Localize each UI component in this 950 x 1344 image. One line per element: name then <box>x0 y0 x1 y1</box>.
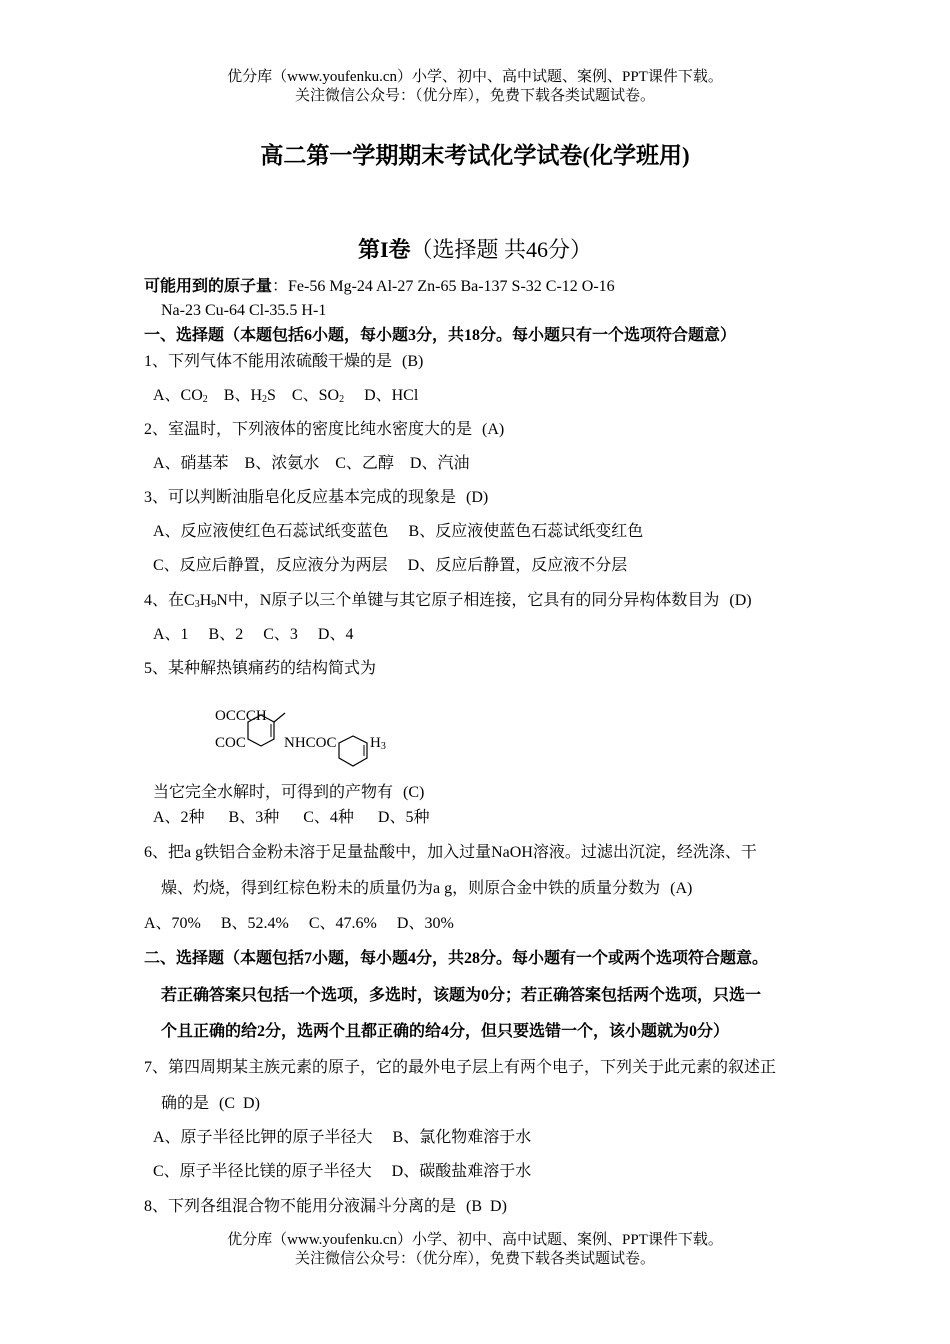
q6-stem: 燥、灼烧，得到红棕色粉未的质量仍为a g，则原合金中铁的质量分数为 <box>161 880 661 897</box>
q7-line-1: 7、第四周期某主族元素的原子，它的最外电子层上有两个电子，下列关于此元素的叙述正 <box>144 1059 777 1076</box>
q3-options-2: C、反应后静置，反应液分为两层 D、反应后静置，反应液不分层 <box>153 557 628 574</box>
struct-top-text: OCCCH <box>215 708 267 724</box>
atomic-weights-line-2: Na-23 Cu-64 Cl-35.5 H-1 <box>161 302 327 319</box>
page-title: 高二第一学期期末考试化学试卷(化学班用) <box>260 143 690 168</box>
atomic-weights-values-1: ：Fe-56 Mg-24 Al-27 Zn-65 Ba-137 S-32 C-12 O-16 <box>272 278 615 295</box>
atomic-weights-label: 可能用到的原子量 <box>144 278 273 295</box>
part2-line-2: 若正确答案只包括一个选项，多选时，该题为0分；若正确答案包括两个选项，只选一 <box>161 987 762 1004</box>
q6-options: A、70% B、52.4% C、47.6% D、30% <box>144 915 454 932</box>
q1-options: A、$CO_2$ B、$H_2S$ C、$SO_2$ D、HCl <box>153 387 419 405</box>
q6-answer: (A) <box>670 880 693 897</box>
q4-options: A、1 B、2 C、3 D、4 <box>153 626 354 643</box>
q8-stem-line <box>144 1197 507 1217</box>
part2-line-1: 二、选择题（本题包括7小题，每小题4分，共28分。每小题有一个或两个选项符合题意。 <box>144 950 769 967</box>
q1-stem: 1、下列气体不能用浓硫酸干燥的是 <box>144 353 393 370</box>
q7-line-2 <box>161 1094 260 1114</box>
q5-follow-line <box>153 783 424 803</box>
q4-stem-pre: 4、在C <box>144 592 195 609</box>
section-heading <box>0 233 950 264</box>
q7-options-1: A、原子半径比钾的原子半径大 B、氯化物难溶于水 <box>153 1129 532 1146</box>
q1-answer: (B) <box>402 353 424 370</box>
q5-options: A、2种 B、3种 C、4种 D、5种 <box>153 809 430 826</box>
section-name: 第I卷 <box>357 237 411 262</box>
q8-stem: 8、下列各组混合物不能用分液漏斗分离的是 <box>144 1198 457 1215</box>
q6-line-1: 6、把a g铁铝合金粉未溶于足量盐酸中，加入过量NaOH溶液。过滤出沉淀，经洗涤、干 <box>144 844 757 861</box>
q2-stem-line <box>144 420 504 440</box>
part1-heading: 一、选择题（本题包括6小题，每小题3分，共18分。每小题只有一个选项符合题意） <box>144 327 737 344</box>
q3-stem: 3、可以判断油脂皂化反应基本完成的现象是 <box>144 489 457 506</box>
section-sub: （选择题 共46分） <box>410 237 593 262</box>
q6-line-2 <box>161 879 692 899</box>
q3-answer: (D) <box>466 489 489 506</box>
part2-line-3: 个且正确的给2分，选两个且都正确的给4分，但只要选错一个，该小题就为0分） <box>161 1023 730 1040</box>
q4-stem-line: 4、在$C_3H_9N$中，N原子以三个单键与其它原子相连接，它具有的同分异构体数目为 (D) <box>144 592 752 610</box>
q2-stem: 2、室温时，下列液体的密度比纯水密度大的是 <box>144 421 473 438</box>
struct-right-text: $H_3$ <box>370 735 386 752</box>
q2-options: A、硝基苯 B、浓氨水 C、乙醇 D、汽油 <box>153 455 470 472</box>
struct-mid-text: NHCOC <box>284 735 337 751</box>
footer-line-2: 关注微信公众号：（优分库），免费下载各类试题试卷。 <box>294 1251 655 1267</box>
q2-answer: (A) <box>482 421 505 438</box>
q3-stem-line <box>144 488 488 508</box>
q3-options-1: A、反应液使红色石蕊试纸变蓝色 B、反应液使蓝色石蕊试纸变红色 <box>153 523 644 540</box>
q4-stem-post: N中，N原子以三个单键与其它原子相连接，它具有的同分异构体数目为 <box>216 592 720 609</box>
header-line-2: 关注微信公众号：（优分库），免费下载各类试题试卷。 <box>294 88 655 104</box>
atomic-weights-line-1 <box>144 277 615 297</box>
footer-line-1: 优分库（www.youfenku.cn）小学、初中、高中试题、案例、PPT课件下载。 <box>227 1232 723 1248</box>
q5-follow: 当它完全水解时，可得到的产物有 <box>153 784 394 801</box>
q7-stem: 确的是 <box>161 1095 210 1112</box>
q8-answer: (B D) <box>466 1198 507 1215</box>
q5-stem: 5、某种解热镇痛药的结构简式为 <box>144 660 377 677</box>
q7-answer: (C D) <box>219 1095 260 1112</box>
q1-stem-line <box>144 352 423 372</box>
q7-options-2: C、原子半径比镁的原子半径大 D、碳酸盐难溶于水 <box>153 1163 532 1180</box>
header-line-1: 优分库（www.youfenku.cn）小学、初中、高中试题、案例、PPT课件下载。 <box>227 69 723 85</box>
q4-answer: (D) <box>729 592 752 609</box>
q5-answer: (C) <box>403 784 425 801</box>
structure-formula <box>213 706 403 776</box>
struct-bottom-left-text: COC <box>215 735 246 751</box>
struct-right-h: H <box>370 735 381 751</box>
